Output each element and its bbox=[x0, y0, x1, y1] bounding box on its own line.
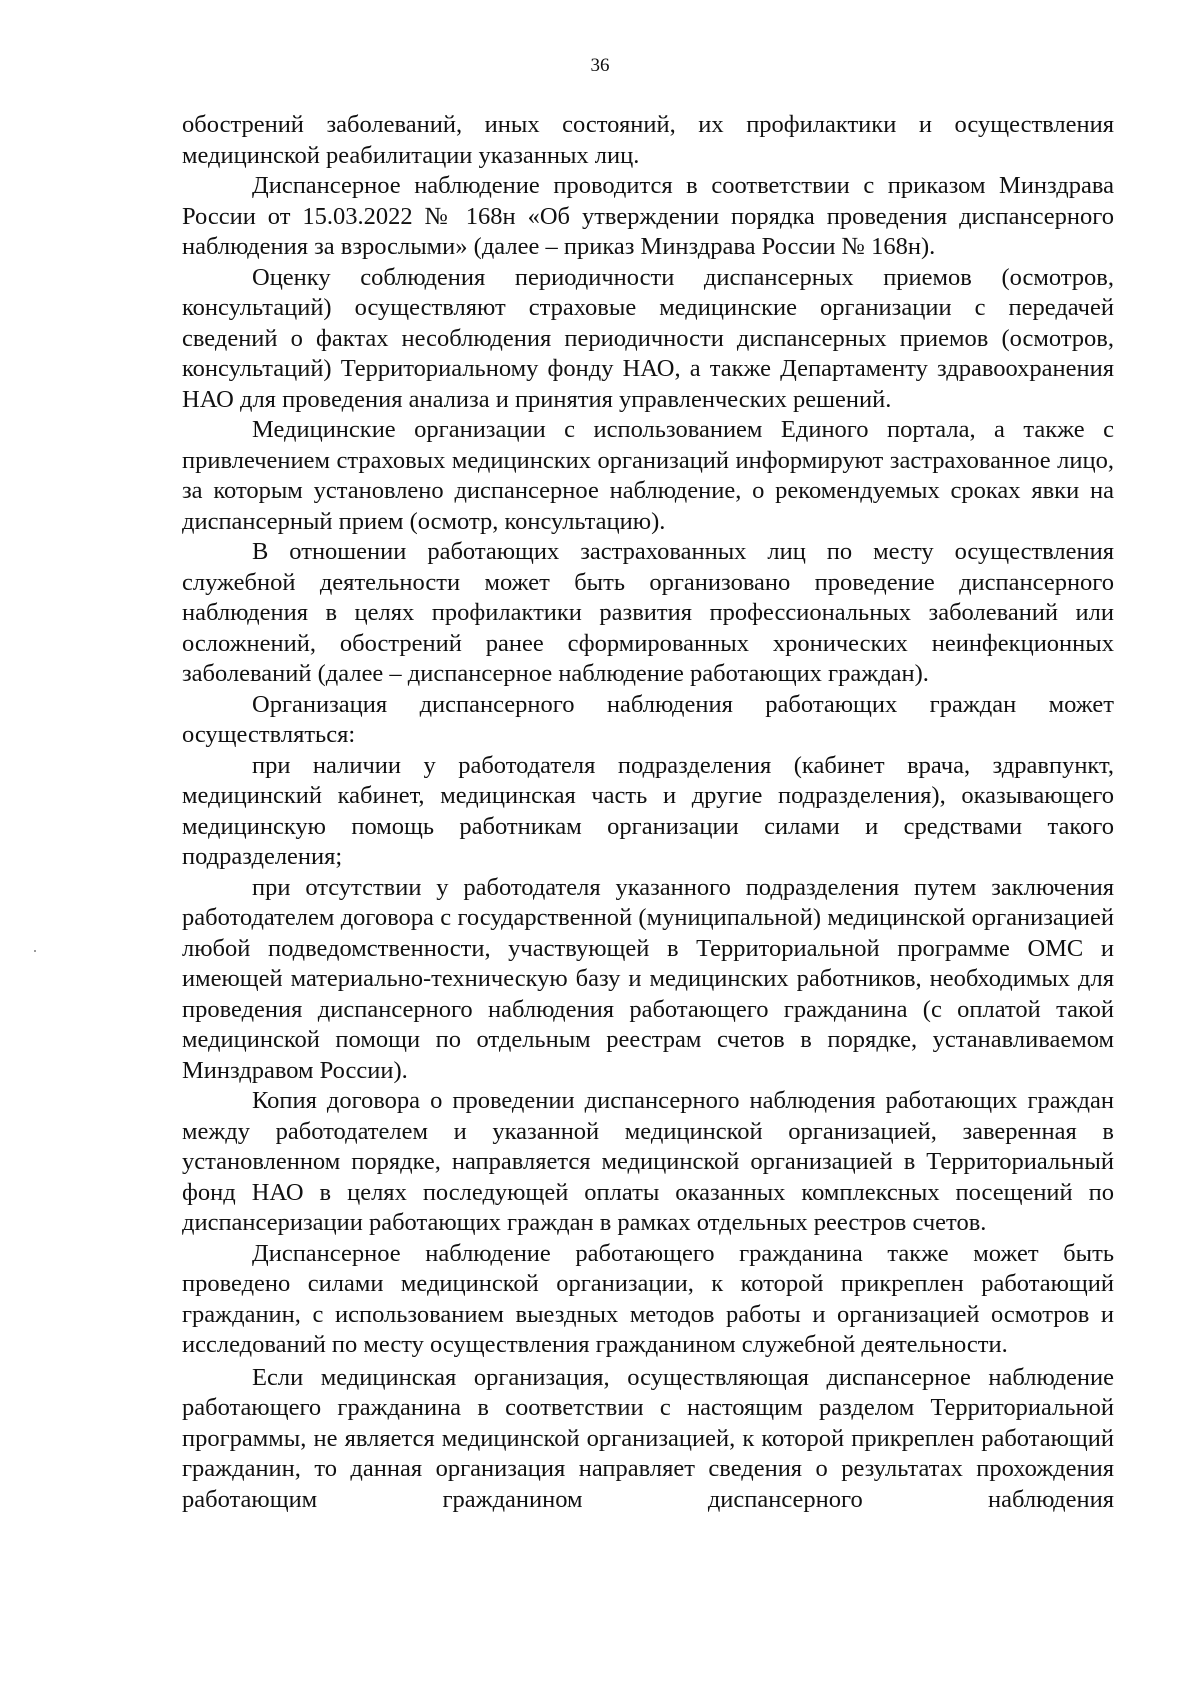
paragraph-contract-copy: Копия договора о проведении диспансерного наблюдения работающих граждан между работодателем и указанной медицинской организацией, заверенная в установленном порядке, направляется медицинской организацией в Территориальный фонд НАО в целях последующей оплаты оказанных комплексных посещений по диспансеризации работающих граждан в рамках отдельных реестров счетов. bbox=[182, 1087, 1114, 1236]
scan-speck bbox=[34, 950, 36, 952]
paragraph-results-transfer: Если медицинская организация, осуществляющая диспансерное наблюдение работающего гражданина в соответствии с настоящим разделом Территориальной программы, не является медицинской организацией, к которой прикреплен работающий гражданин, то данная организация направляет сведения о результатах прохождения работающим гражданином диспансерного наблюдения bbox=[182, 1363, 1114, 1513]
page-number: 36 bbox=[590, 55, 610, 76]
paragraph-periodicity-assessment: Оценку соблюдения периодичности диспансерных приемов (осмотров, консультаций) осуществляют страховые медицинские организации с передачей сведений о фактах несоблюдения периодичности диспансерных приемов (осмотров, консультаций) Территориальному фонду НАО, а также Департаменту здравоохранения НАО для проведения анализа и принятия управленческих решений. bbox=[182, 263, 1114, 413]
paragraph-no-employer-unit: при отсутствии у работодателя указанного подразделения путем заключения работодателем договора с государственной (муниципальной) медицинской организацией любой подведомственности, участвующей в Территориальной программе ОМС и имеющей материально-техническую базу и медицинских работников, необходимых для проведения диспансерного наблюдения работающего гражданина (с оплатой такой медицинской помощи по отдельным реестрам счетов в порядке, устанавливаемом Минздравом России). bbox=[182, 873, 1114, 1084]
paragraph-working-persons: В отношении работающих застрахованных лиц по месту осуществления служебной деятельности может быть организовано проведение диспансерного наблюдения в целях профилактики развития профессиональных заболеваний или осложнений, обострений ранее сформированных хронических неинфекционных заболеваний (далее – диспансерное наблюдение работающих граждан). bbox=[182, 538, 1114, 687]
document-body bbox=[182, 110, 1114, 1515]
paragraph-attached-organization: Диспансерное наблюдение работающего гражданина также может быть проведено силами медицинской организации, к которой прикреплен работающий гражданин, с использованием выездных методов работы и организацией осмотров и исследований по месту осуществления гражданином служебной деятельности. bbox=[182, 1239, 1114, 1358]
paragraph-organization-intro: Организация диспансерного наблюдения работающих граждан может осуществляться: bbox=[182, 690, 1114, 748]
paragraph-employer-unit: при наличии у работодателя подразделения (кабинет врача, здравпункт, медицинский кабинет, медицинская часть и другие подразделения), оказывающего медицинскую помощь работникам организации силами и средствами такого подразделения; bbox=[182, 751, 1114, 870]
paragraph-continuation: обострений заболеваний, иных состояний, их профилактики и осуществления медицинской реабилитации указанных лиц. bbox=[182, 111, 1114, 169]
paragraph-order-168n: Диспансерное наблюдение проводится в соответствии с приказом Минздрава России от 15.03.2022 № 168н «Об утверждении порядка проведения диспансерного наблюдения за взрослыми» (далее – приказ Минздрава России № 168н). bbox=[182, 172, 1114, 260]
paragraph-informing-insured: Медицинские организации с использованием Единого портала, а также с привлечением страховых медицинских организаций информируют застрахованное лицо, за которым установлено диспансерное наблюдение, о рекомендуемых сроках явки на диспансерный прием (осмотр, консультацию). bbox=[182, 416, 1114, 535]
